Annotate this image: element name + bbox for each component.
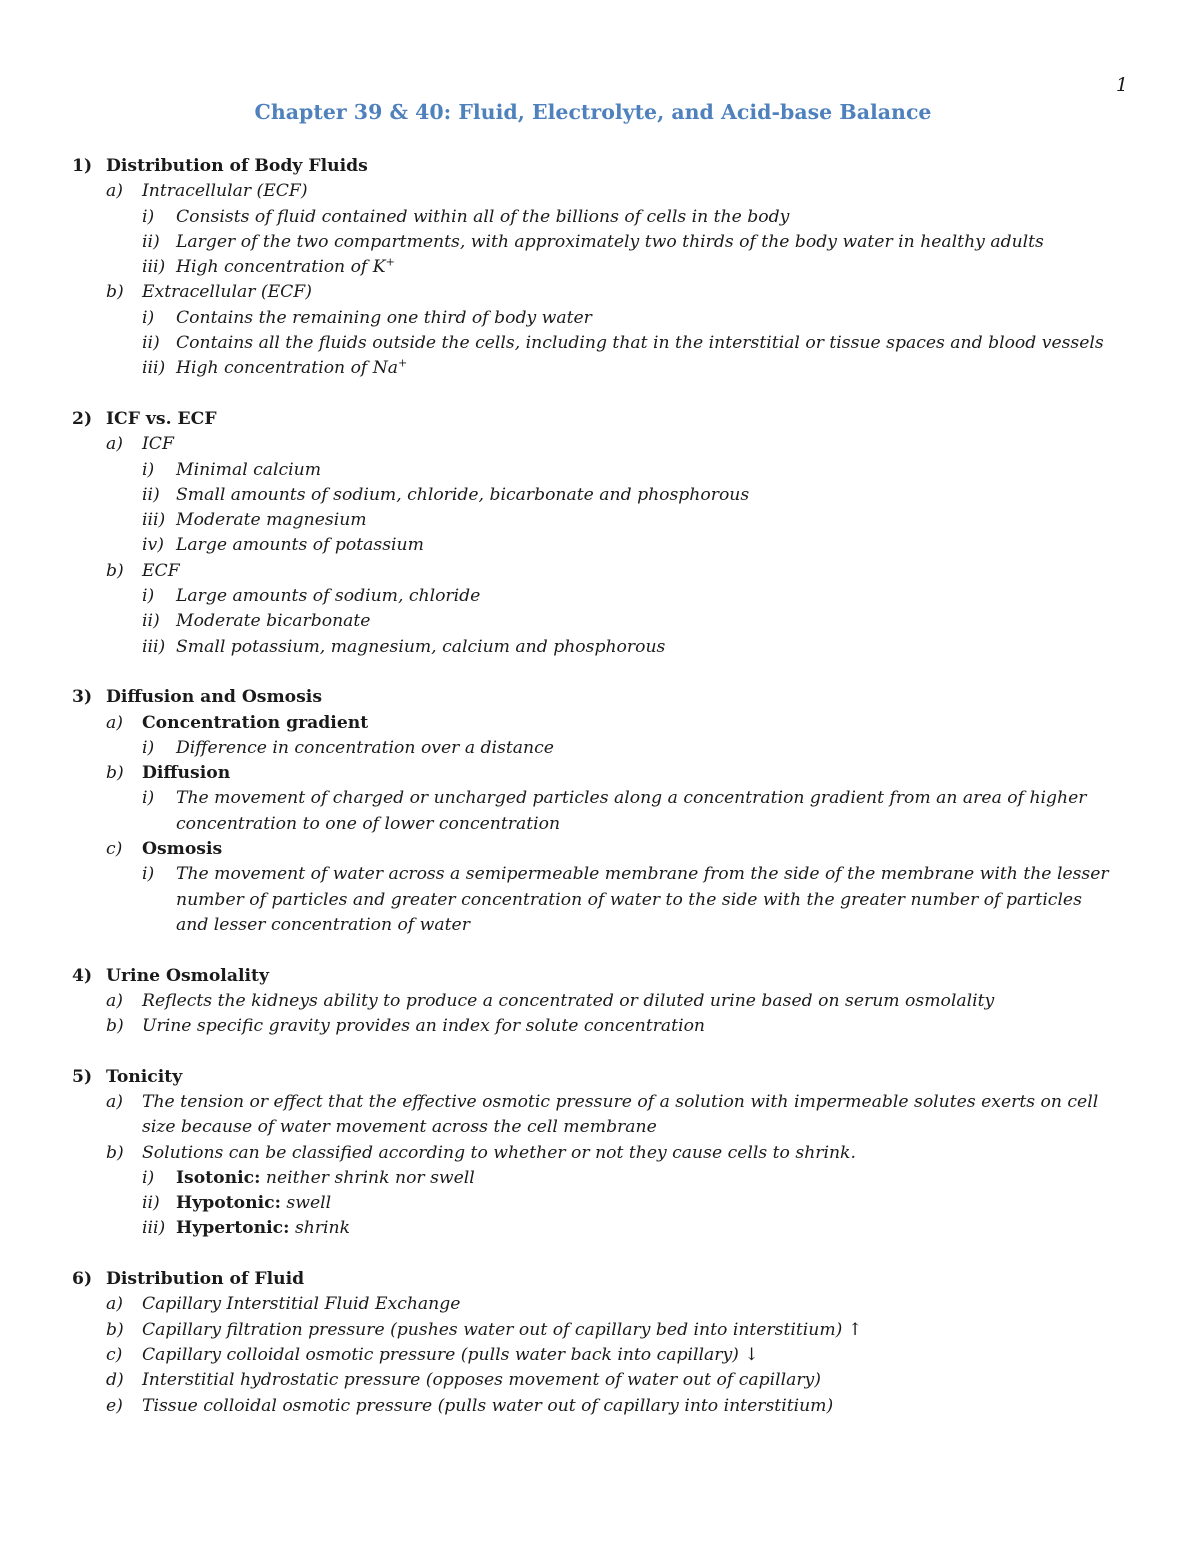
item-text: number of particles and greater concentration of water to the side with the greater number of particles [176,889,1082,910]
list-item-continuation [72,913,1132,938]
list-item [72,1141,1132,1166]
item-text: Larger of the two compartments, with approximately two thirds of the body water in healthy adults [176,231,1044,252]
list-item [72,1394,1132,1419]
item-text: Large amounts of potassium [176,535,424,556]
list-item [72,1216,1132,1241]
item-text: Diffusion [142,763,231,784]
section-heading [72,407,1132,432]
item-text: and lesser concentration of water [176,914,470,935]
list-marker: iv) [142,535,164,556]
item-text: Interstitial hydrostatic pressure (opposes movement of water out of capillary) [142,1370,821,1391]
list-item [72,306,1132,331]
term-label: Isotonic: [176,1167,261,1188]
item-text: The tension or effect that the effective osmotic pressure of a solution with impermeable solutes exerts on cell [142,1091,1099,1112]
list-item [72,1014,1132,1039]
item-text: Minimal calcium [176,459,322,480]
document-body [72,154,1132,1419]
list-marker: 5) [72,1066,93,1087]
list-marker: 1) [72,156,93,176]
list-marker: iii) [142,358,166,379]
list-item [72,1318,1132,1343]
item-text: High concentration of Na [176,358,399,379]
list-marker: iii) [142,510,166,531]
list-marker: a) [106,1294,123,1315]
list-item [72,508,1132,533]
list-marker: i) [142,737,155,758]
list-marker: a) [106,1091,123,1112]
list-item [72,255,1132,280]
list-marker: iii) [142,1218,166,1239]
heading-text: Diffusion and Osmosis [106,687,323,708]
item-text: Contains all the fluids outside the cells, including that in the interstitial or tissue spaces and blood vessels [176,333,1104,354]
list-item-continuation [72,812,1132,837]
heading-text: Distribution of Fluid [106,1269,305,1290]
heading-text: Tonicity [106,1066,183,1087]
list-marker: 3) [72,687,93,708]
list-marker: c) [106,839,123,860]
list-marker: b) [106,1319,124,1340]
page-number: 1 [1115,74,1128,96]
list-item [72,584,1132,609]
list-marker: i) [142,864,155,885]
list-marker: b) [106,560,124,581]
page-title: Chapter 39 & 40: Fluid, Electrolyte, and Acid-base Balance [254,100,932,124]
list-item [72,862,1132,887]
list-item [72,533,1132,558]
item-text: swell [280,1193,332,1214]
item-text: Extracellular (ECF) [142,282,312,303]
item-text: The movement of water across a semipermeable membrane from the side of the membrane with the lesser [176,864,1109,885]
list-marker: e) [106,1395,123,1416]
item-text: ICF [142,434,174,455]
section-heading [72,1267,1132,1292]
list-item [72,331,1132,356]
list-item [72,1191,1132,1216]
section-heading [72,685,1132,710]
item-text: Osmosis [142,839,223,860]
list-item [72,736,1132,761]
item-text: Urine specific gravity provides an index for solute concentration [142,1016,705,1037]
list-marker: d) [106,1370,124,1391]
list-marker: i) [142,307,155,328]
term-label: Hypertonic: [176,1218,290,1239]
item-text: Small potassium, magnesium, calcium and phosphorous [176,636,666,657]
list-item [72,711,1132,736]
list-item [72,280,1132,305]
item-text: Solutions can be classified according to whether or not they cause cells to shrink. [142,1142,856,1163]
item-text: Consists of fluid contained within all of the billions of cells in the body [176,206,790,227]
list-marker: i) [142,586,155,607]
list-marker: c) [106,1344,123,1365]
list-item [72,609,1132,634]
list-item [72,356,1132,381]
item-text: concentration to one of lower concentration [176,813,561,834]
list-item [72,1292,1132,1317]
list-marker: iii) [142,257,166,278]
list-item [72,635,1132,660]
list-item-continuation [72,888,1132,913]
section-heading [72,964,1132,989]
list-marker: 2) [72,408,93,429]
list-marker: b) [106,282,124,303]
list-item [72,483,1132,508]
list-marker: i) [142,459,155,480]
list-marker: 4) [72,965,93,986]
item-text: Concentration gradient [142,712,369,733]
item-text: Capillary Interstitial Fluid Exchange [142,1294,461,1315]
item-text: Large amounts of sodium, chloride [176,586,481,607]
item-text: Tissue colloidal osmotic pressure (pulls water out of capillary into interstitium) [142,1395,834,1416]
list-item-continuation [72,1115,1132,1140]
item-text: Intracellular (ECF) [142,181,308,202]
heading-text: Distribution of Body Fluids [106,156,368,176]
list-marker: ii) [142,1193,160,1214]
item-text: Contains the remaining one third of body water [176,307,592,328]
list-marker: a) [106,990,123,1011]
list-marker: iii) [142,636,166,657]
list-marker: i) [142,1167,155,1188]
item-text: Reflects the kidneys ability to produce a concentrated or diluted urine based on serum osmolality [142,990,995,1011]
list-item [72,761,1132,786]
list-marker: b) [106,763,124,784]
list-item [72,786,1132,811]
superscript: + [385,255,395,269]
item-text: Moderate magnesium [176,510,367,531]
list-item [72,989,1132,1014]
item-text: Small amounts of sodium, chloride, bicarbonate and phosphorous [176,484,750,505]
section-heading [72,1065,1132,1090]
item-text: ECF [142,560,180,581]
arrow-down-icon: ↓ [744,1344,759,1365]
section-heading [72,154,1132,179]
list-item [72,458,1132,483]
list-marker: ii) [142,333,160,354]
item-text: shrink [289,1218,351,1239]
item-text: High concentration of K [176,257,386,278]
superscript: + [398,356,408,370]
item-text: Capillary filtration pressure (pushes water out of capillary bed into interstitium) [142,1319,848,1340]
item-text: The movement of charged or uncharged particles along a concentration gradient from an area of higher [176,788,1087,809]
list-item [72,179,1132,204]
list-item [72,1166,1132,1191]
arrow-up-icon: ↑ [847,1319,863,1340]
list-item [72,1368,1132,1393]
list-item [72,1090,1132,1115]
item-text: neither shrink nor swell [260,1167,475,1188]
item-text: Moderate bicarbonate [176,611,371,632]
list-item [72,1343,1132,1368]
item-text: Difference in concentration over a distance [176,737,554,758]
list-marker: i) [142,206,155,227]
heading-text: Urine Osmolality [106,965,269,986]
list-marker: a) [106,434,123,455]
list-item [72,432,1132,457]
list-marker: i) [142,788,155,809]
item-text: size because of water movement across the cell membrane [142,1117,657,1138]
list-item [72,230,1132,255]
list-marker: ii) [142,484,160,505]
list-item [72,205,1132,230]
list-marker: a) [106,712,123,733]
term-label: Hypotonic: [176,1193,281,1214]
list-marker: 6) [72,1269,93,1290]
list-marker: ii) [142,231,160,252]
list-marker: a) [106,181,123,202]
list-marker: b) [106,1142,124,1163]
list-marker: ii) [142,611,160,632]
item-text: Capillary colloidal osmotic pressure (pulls water back into capillary) [142,1344,745,1365]
list-item [72,559,1132,584]
list-item [72,837,1132,862]
heading-text: ICF vs. ECF [106,408,217,429]
list-marker: b) [106,1016,124,1037]
